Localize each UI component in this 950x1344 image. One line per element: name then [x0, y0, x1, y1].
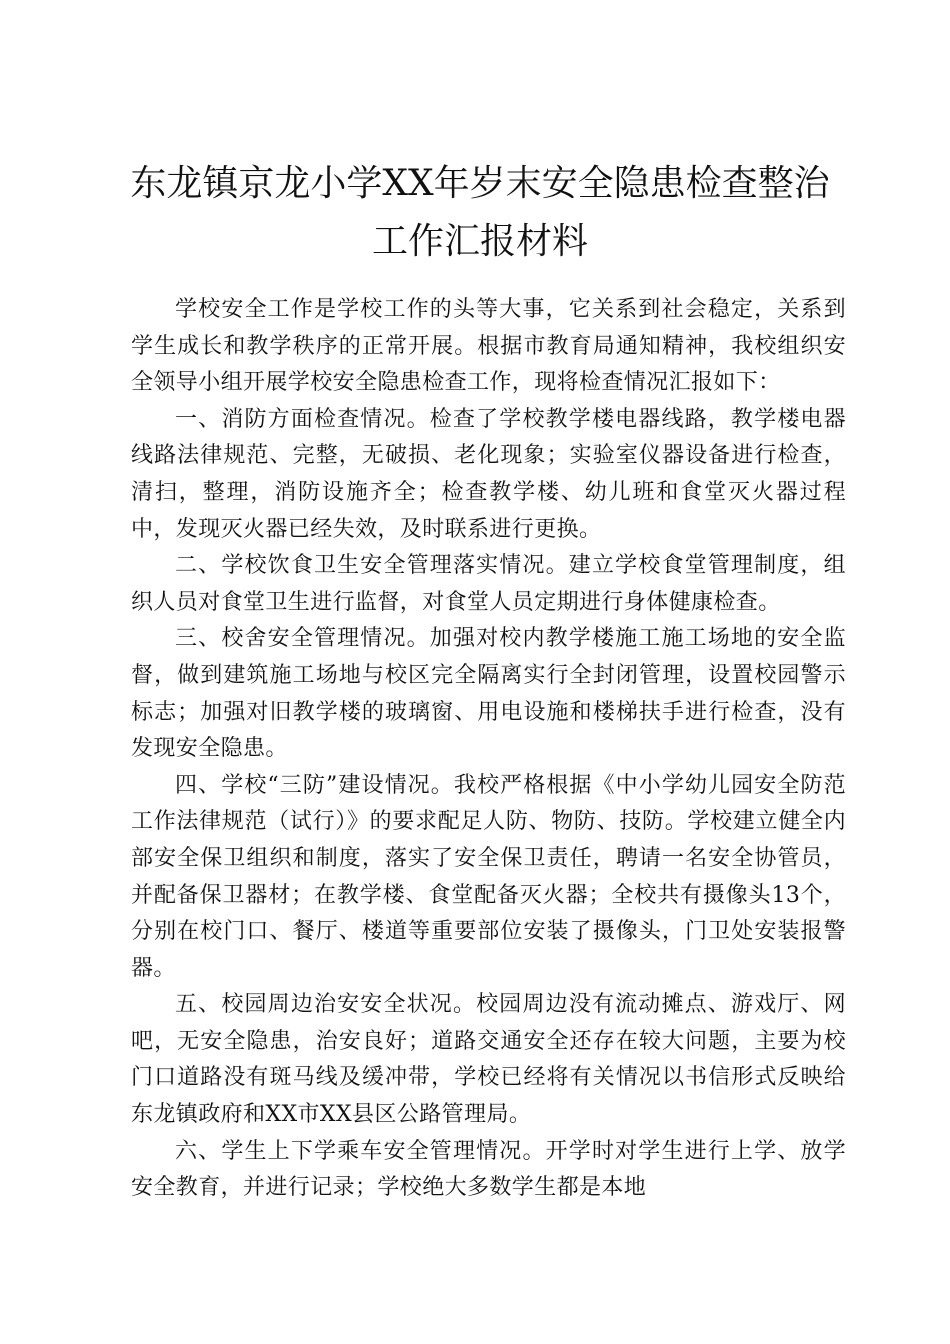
paragraph-student-transport: 六、学生上下学乘车安全管理情况。开学时对学生进行上学、放学安全教育，并进行记录；学校绝大多数学生都是本地	[131, 1138, 846, 1201]
paragraph-campus-surroundings: 五、校园周边治安安全状况。校园周边没有流动摊点、游戏厅、网吧，无安全隐患，治安良好；道路交通安全还存在较大问题，主要为校门口道路没有斑马线及缓冲带，学校已经将有关情况以书信形式反映给东龙镇政府和XX市XX县区公路管理局。	[131, 992, 846, 1128]
document-body	[131, 292, 846, 1207]
paragraph-three-defenses: 四、学校“三防”建设情况。我校严格根据《中小学幼儿园安全防范工作法律规范（试行）》的要求配足人防、物防、技防。学校建立健全内部安全保卫组织和制度，落实了安全保卫责任，聘请一名安全协管员，并配备保卫器材；在教学楼、食堂配备灭火器；全校共有摄像头13个，分别在校门口、餐厅、楼道等重要部位安装了摄像头，门卫处安装报警器。	[131, 772, 846, 981]
paragraph-food-hygiene: 二、学校饮食卫生安全管理落实情况。建立学校食堂管理制度，组织人员对食堂卫生进行监督，对食堂人员定期进行身体健康检查。	[131, 553, 846, 615]
paragraph-fire-safety: 一、消防方面检查情况。检查了学校教学楼电器线路，教学楼电器线路法律规范、完整，无破损、老化现象；实验室仪器设备进行检查，清扫，整理，消防设施齐全；检查教学楼、幼儿班和食堂灭火器过程中，发现灭火器已经失效，及时联系进行更换。	[131, 406, 846, 542]
document-title-line-1: 东龙镇京龙小学XX年岁末安全隐患检查整治	[130, 163, 830, 204]
paragraph-intro: 学校安全工作是学校工作的头等大事，它关系到社会稳定，关系到学生成长和教学秩序的正常开展。根据市教育局通知精神，我校组织安全领导小组开展学校安全隐患检查工作，现将检查情况汇报如下：	[131, 297, 846, 396]
paragraph-building-safety: 三、校舍安全管理情况。加强对校内教学楼施工施工场地的安全监督，做到建筑施工场地与校区完全隔离实行全封闭管理，设置校园警示标志；加强对旧教学楼的玻璃窗、用电设施和楼梯扶手进行检查，没有发现安全隐患。	[131, 626, 846, 762]
document-title-line-2: 工作汇报材料	[371, 221, 588, 262]
